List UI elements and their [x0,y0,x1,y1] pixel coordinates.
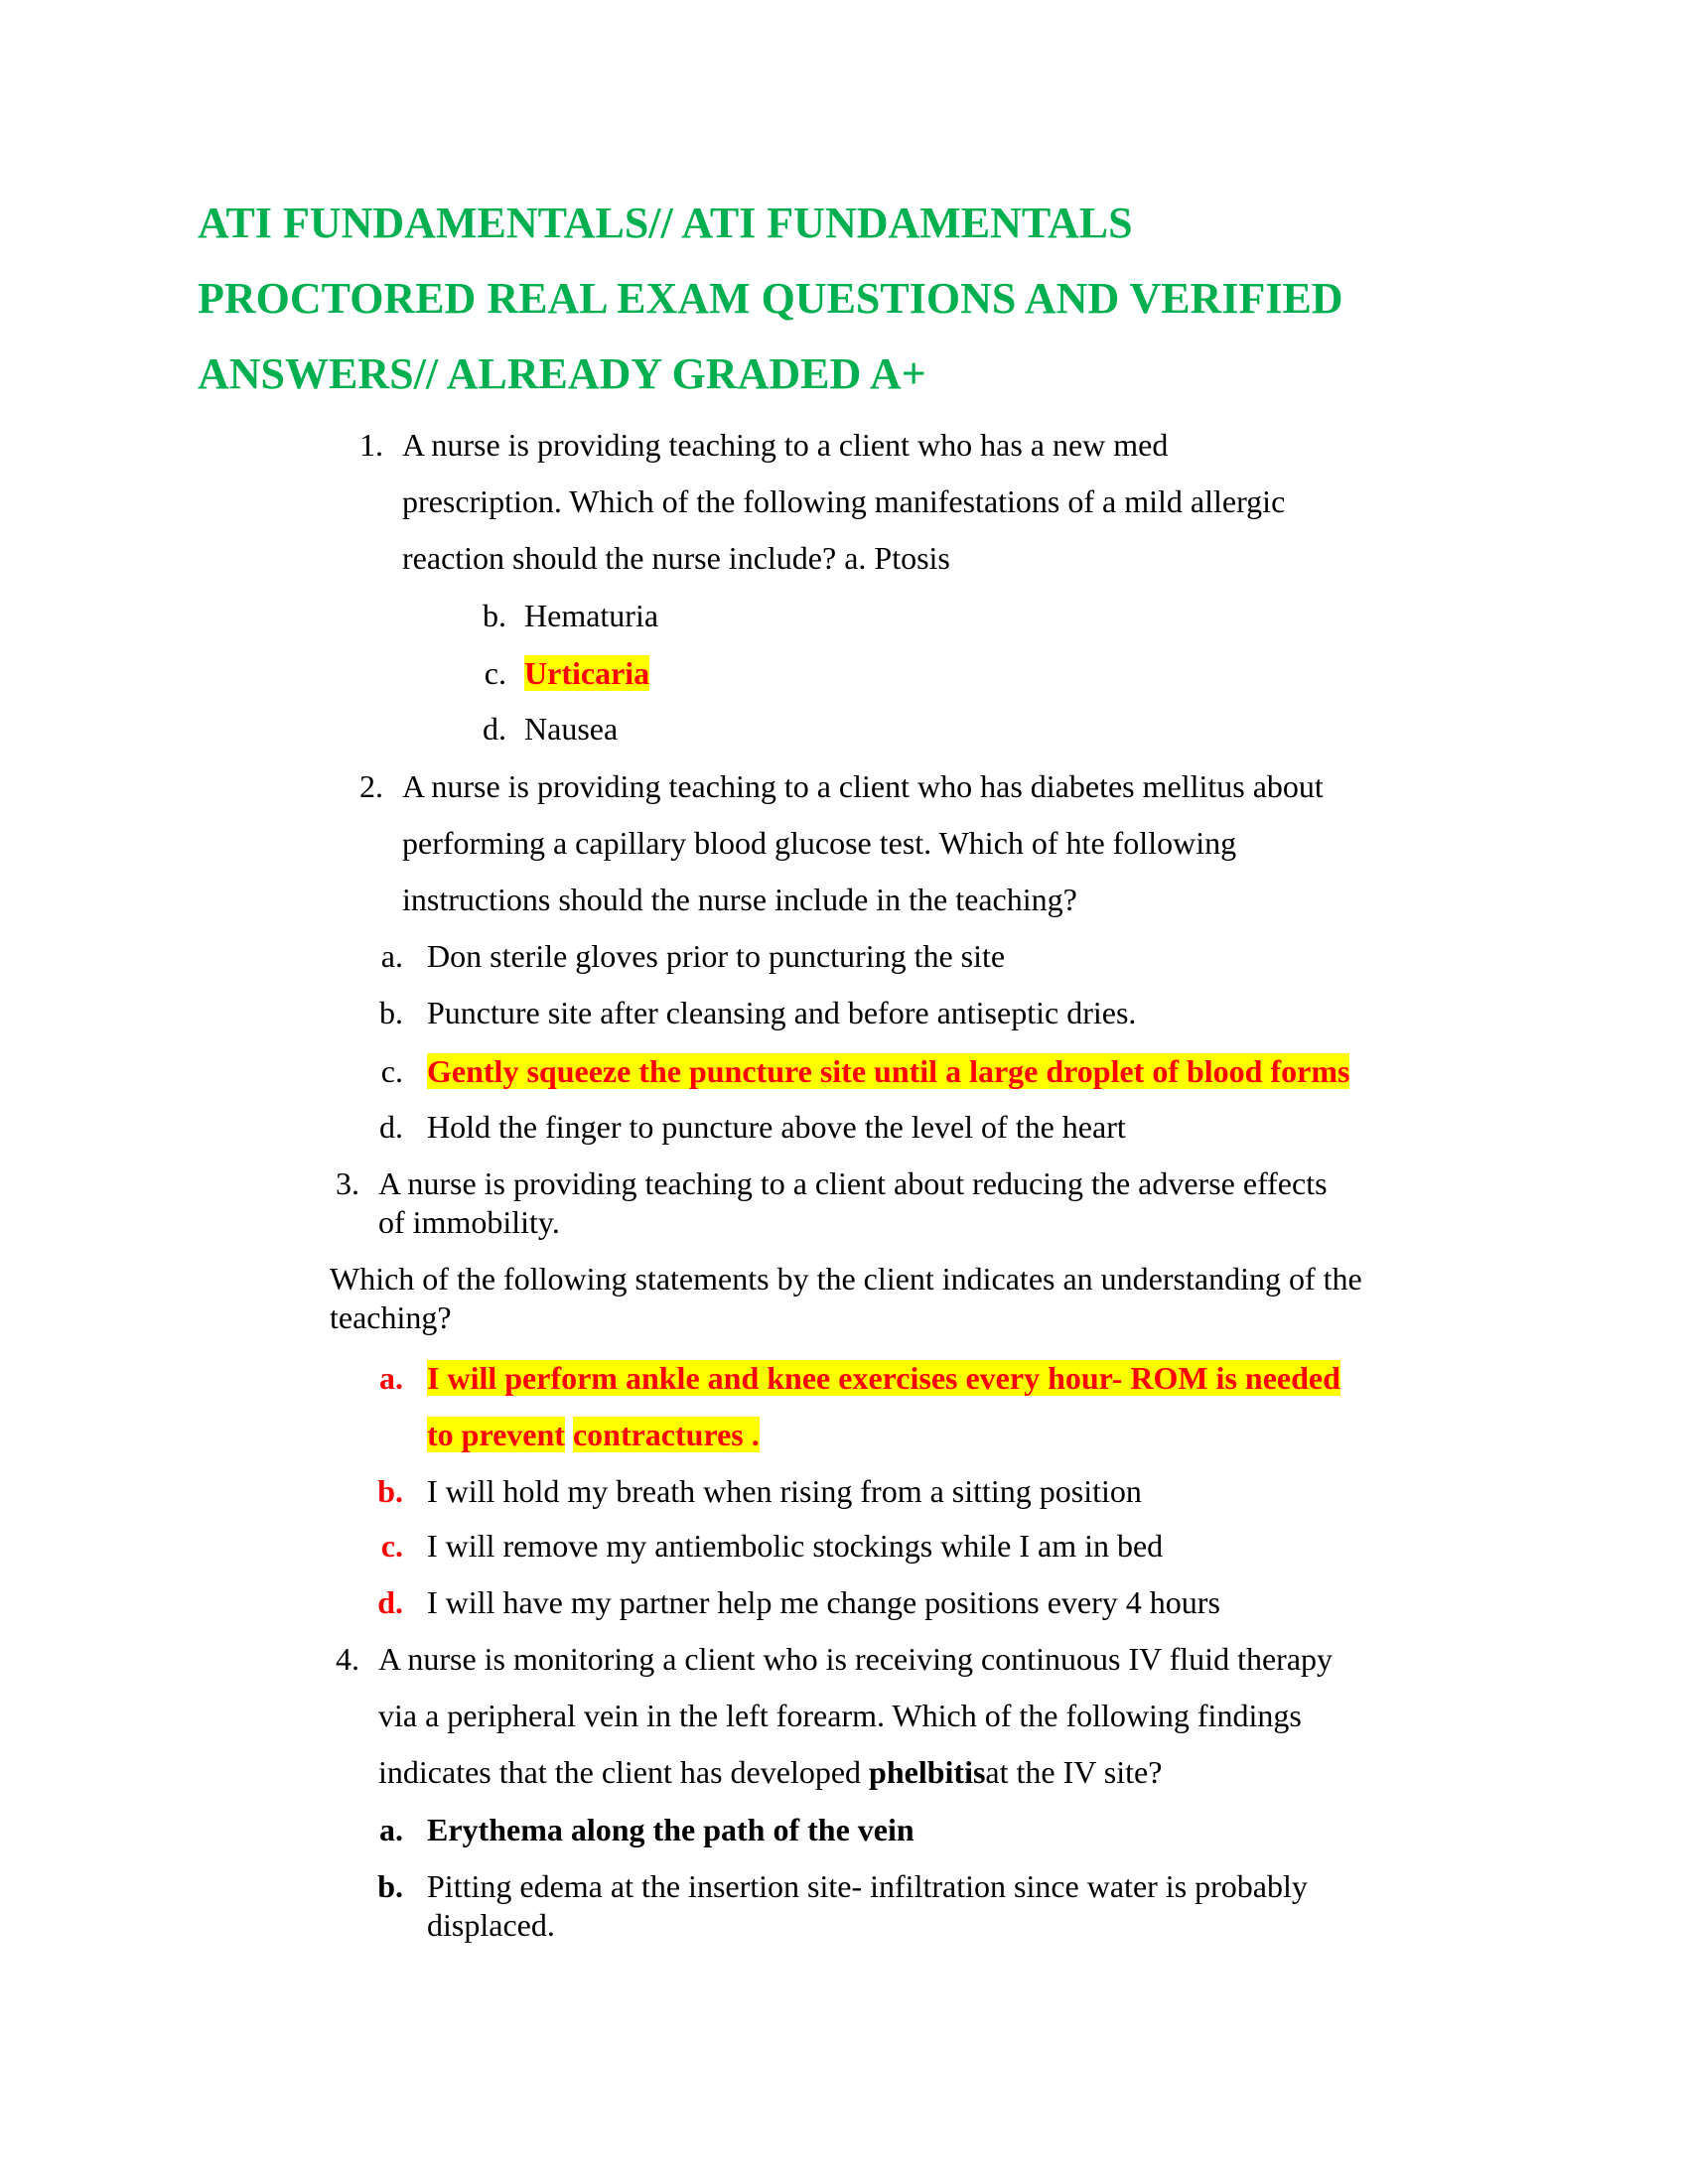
answer-highlight-part-2: contractures . [572,1417,760,1452]
question-2-option-a: Don sterile gloves prior to puncturing the site [427,938,1006,974]
question-1-option-b-letter: b. [483,598,506,633]
question-4-line-3-end: at the IV site? [985,1754,1163,1790]
document-title-line-1: ATI FUNDAMENTALS// ATI FUNDAMENTALS [198,199,1133,247]
question-1-line-3: reaction should the nurse include? a. Ptosis [402,540,950,576]
question-3-stem-line-2: teaching? [330,1299,452,1335]
question-4-option-b-letter: b. [377,1868,403,1904]
question-4-line-3 [378,1752,1162,1792]
question-1-option-c [524,653,649,693]
question-3-number: 3. [336,1165,359,1201]
answer-highlight-part-1: to prevent [427,1417,565,1452]
answer-highlight: Urticaria [524,655,650,691]
question-2-line-1: A nurse is providing teaching to a client who has diabetes mellitus about [402,768,1324,804]
question-3-line-1: A nurse is providing teaching to a client about reducing the adverse effects [378,1165,1328,1201]
question-4-number: 4. [336,1641,359,1677]
question-3-line-2: of immobility. [378,1204,560,1240]
question-4-option-b: Pitting edema at the insertion site- infiltration since water is probably [427,1868,1308,1904]
document-title-line-3: ANSWERS// ALREADY GRADED A+ [198,349,926,398]
question-4-line-3-text: indicates that the client has developed [378,1754,870,1790]
question-3-stem-line-1: Which of the following statements by the client indicates an understanding of the [330,1261,1362,1297]
question-3-option-a [427,1358,1340,1398]
question-2-option-a-letter: a. [380,938,403,974]
question-2-option-b: Puncture site after cleansing and before antiseptic dries. [427,995,1137,1030]
question-2-option-d: Hold the finger to puncture above the level of the heart [427,1109,1126,1145]
question-1-option-d: Nausea [524,711,619,747]
question-3-option-b-letter: b. [377,1473,403,1509]
question-4-option-a: Erythema along the path of the vein [427,1812,914,1847]
question-1-option-c-letter: c. [484,655,506,691]
question-1-option-d-letter: d. [483,711,506,747]
answer-highlight: Gently squeeze the puncture site until a large droplet of blood forms [427,1053,1350,1089]
question-1-line-1: A nurse is providing teaching to a client who has a new med [402,427,1169,463]
document-title-line-2: PROCTORED REAL EXAM QUESTIONS AND VERIFIED [198,274,1343,323]
question-1-line-2: prescription. Which of the following manifestations of a mild allergic [402,483,1286,519]
question-1-number: 1. [359,427,383,463]
question-3-option-c-letter: c. [380,1528,403,1564]
question-4-line-1: A nurse is monitoring a client who is receiving continuous IV fluid therapy [378,1641,1334,1677]
question-3-option-a-continued [427,1415,760,1454]
question-3-option-c: I will remove my antiembolic stockings while I am in bed [427,1528,1164,1564]
question-2-option-c-letter: c. [380,1053,403,1089]
question-1-option-b: Hematuria [524,598,659,633]
question-3-option-b: I will hold my breath when rising from a sitting position [427,1473,1142,1509]
answer-highlight: I will perform ankle and knee exercises every hour- ROM is needed [427,1360,1340,1396]
question-2-option-d-letter: d. [379,1109,403,1145]
question-2-option-c [427,1051,1349,1091]
question-3-option-d: I will have my partner help me change positions every 4 hours [427,1584,1220,1620]
question-4-line-2: via a peripheral vein in the left forearm. Which of the following findings [378,1698,1302,1733]
question-4-option-b-continued: displaced. [427,1907,555,1943]
question-3-option-d-letter: d. [377,1584,403,1620]
question-2-option-b-letter: b. [379,995,403,1030]
question-2-number: 2. [359,768,383,804]
question-2-line-2: performing a capillary blood glucose test. Which of hte following [402,825,1237,861]
question-4-option-a-letter: a. [379,1812,403,1847]
question-4-bold-term: phelbitis [869,1754,986,1790]
question-2-line-3: instructions should the nurse include in the teaching? [402,882,1077,917]
question-3-option-a-letter: a. [379,1360,403,1396]
